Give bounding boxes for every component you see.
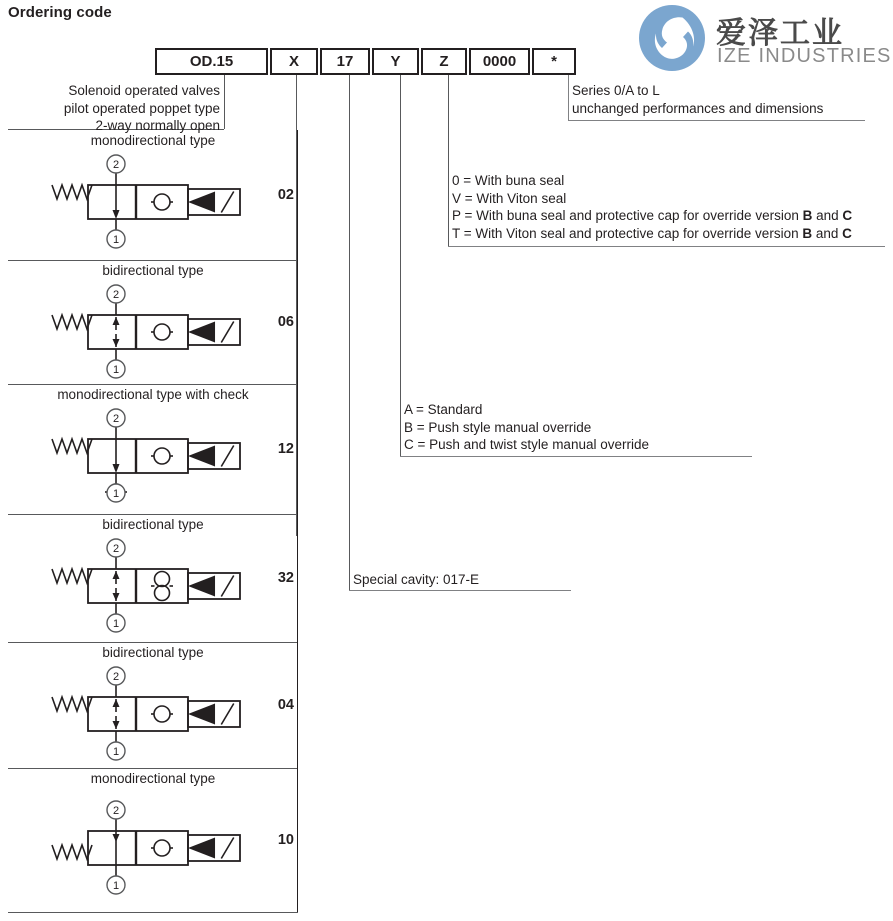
- seal-option-0: 0 = With buna seal: [452, 173, 565, 188]
- code-cell-1[interactable]: X: [270, 48, 318, 75]
- svg-text:1: 1: [112, 746, 120, 758]
- valve-row-label: monodirectional type: [90, 133, 216, 148]
- valve-row-code: 06: [277, 314, 294, 330]
- svg-text:1: 1: [112, 234, 120, 246]
- table-bottom-border: [8, 912, 298, 913]
- product-line-2: pilot operated poppet type: [63, 100, 220, 116]
- valve-row-code: 12: [277, 441, 294, 457]
- seal-option-v: V = With Viton seal: [452, 190, 567, 206]
- leader-underline-cavity: [349, 590, 571, 591]
- valve-row-label: monodirectional type: [90, 771, 216, 786]
- valve-row-separator: [8, 514, 298, 515]
- series-line-1: Series 0/A to L: [572, 83, 660, 98]
- leader-line-cavity: [349, 75, 350, 590]
- logo-chinese-name: 爱泽工业: [716, 16, 844, 51]
- callout-override-options: [404, 401, 649, 454]
- seal-option-p: P = With buna seal and protective cap for override version B and C: [452, 208, 853, 223]
- ize-wrench-circle-icon: [638, 4, 706, 72]
- svg-text:1: 1: [112, 488, 120, 500]
- callout-product-description: [8, 82, 220, 135]
- table-right-border: [297, 130, 298, 912]
- valve-row: [8, 642, 298, 768]
- valve-row-separator: [8, 384, 298, 385]
- code-cell-0[interactable]: OD.15: [155, 48, 268, 75]
- valve-row-code: 02: [277, 187, 294, 203]
- leader-underline-series: [568, 120, 865, 121]
- valve-row-label: bidirectional type: [102, 517, 204, 532]
- callout-series: [572, 82, 823, 117]
- valve-row: [8, 260, 298, 384]
- valve-symbol-04: [30, 664, 270, 764]
- page-title: Ordering code: [8, 4, 112, 21]
- valve-symbol-32: [30, 536, 270, 636]
- callout-seal-options: [452, 172, 852, 242]
- code-cell-6[interactable]: *: [532, 48, 576, 75]
- svg-text:2: 2: [112, 671, 120, 683]
- valve-row-separator: [8, 260, 298, 261]
- leader-underline-seal: [448, 246, 885, 247]
- svg-text:2: 2: [112, 159, 120, 171]
- code-cell-2[interactable]: 17: [320, 48, 370, 75]
- valve-symbol-06: [30, 282, 270, 382]
- product-line-1: Solenoid operated valves: [68, 83, 220, 98]
- valve-row-label: bidirectional type: [102, 645, 204, 660]
- valve-row-label: monodirectional type with check: [57, 387, 249, 402]
- valve-row-separator: [8, 642, 298, 643]
- svg-text:2: 2: [112, 289, 120, 301]
- code-cell-5[interactable]: 0000: [469, 48, 530, 75]
- valve-symbol-10: [30, 798, 270, 898]
- valve-row-code: 04: [277, 697, 294, 713]
- valve-symbol-12: [30, 406, 270, 506]
- svg-text:2: 2: [112, 543, 120, 555]
- leader-line-seal: [448, 75, 449, 246]
- valve-row-label: bidirectional type: [102, 263, 204, 278]
- leader-line-override: [400, 75, 401, 456]
- logo-english-name: IZE INDUSTRIES: [717, 45, 892, 67]
- valve-row: [8, 514, 298, 642]
- leader-line-series: [568, 75, 569, 120]
- override-option-a: A = Standard: [404, 402, 483, 417]
- product-line-3: 2-way normally open: [95, 118, 220, 133]
- valve-row-code: 10: [277, 832, 294, 848]
- leader-underline-override: [400, 456, 752, 457]
- svg-text:1: 1: [112, 880, 120, 892]
- override-option-c: C = Push and twist style manual override: [404, 437, 649, 452]
- company-logo: [638, 2, 890, 74]
- seal-option-t: T = With Viton seal and protective cap for override version B and C: [452, 225, 852, 241]
- svg-text:2: 2: [112, 805, 120, 817]
- override-option-b: B = Push style manual override: [404, 419, 592, 435]
- svg-text:1: 1: [112, 364, 120, 376]
- svg-text:2: 2: [112, 413, 120, 425]
- valve-row: [8, 768, 298, 912]
- valve-row: [8, 384, 298, 514]
- ordering-code-row: [155, 48, 576, 75]
- leader-line-product: [224, 75, 225, 129]
- valve-row: [8, 130, 298, 260]
- svg-text:1: 1: [112, 618, 120, 630]
- code-cell-3[interactable]: Y: [372, 48, 419, 75]
- valve-row-code: 32: [277, 570, 294, 586]
- callout-special-cavity: Special cavity: 017-E: [353, 572, 480, 587]
- series-line-2: unchanged performances and dimensions: [572, 100, 824, 116]
- code-cell-4[interactable]: Z: [421, 48, 467, 75]
- valve-row-separator: [8, 768, 298, 769]
- valve-symbol-02: [30, 152, 270, 252]
